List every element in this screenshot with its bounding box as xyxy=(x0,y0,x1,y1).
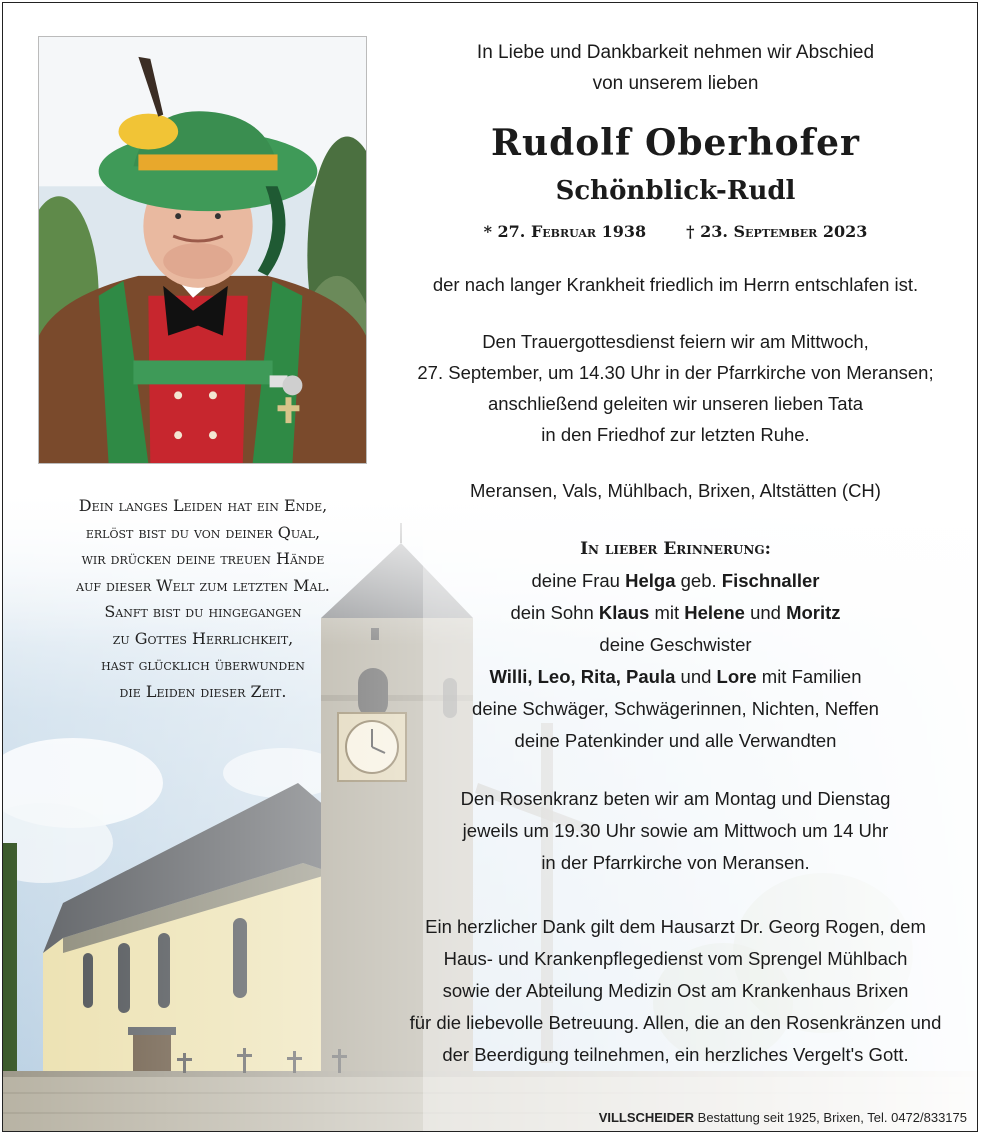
deceased-nickname: Schönblick-Rudl xyxy=(555,176,796,206)
son-and: und xyxy=(750,602,781,623)
rosary-line: Den Rosenkranz beten wir am Montag und Dienstag xyxy=(460,788,891,809)
wife-mid: geb. xyxy=(680,570,717,591)
obituary-notice xyxy=(2,2,978,1132)
son-name: Klaus xyxy=(598,602,650,623)
intro-text xyxy=(383,37,968,99)
thanks-line: sowie der Abteilung Medizin Ost am Krankenhaus Brixen xyxy=(442,980,909,1001)
portrait-photo xyxy=(38,36,367,464)
thanks-line: Haus- und Krankenpflegedienst vom Sprengel Mühlbach xyxy=(443,948,908,969)
mourner-siblings xyxy=(383,661,968,693)
son-mid: mit xyxy=(654,602,680,623)
memorial-poem xyxy=(43,493,363,705)
poem-line: auf dieser Welt zum letzten Mal. xyxy=(76,575,330,595)
siblings-names: Willi, Leo, Rita, Paula xyxy=(489,666,676,687)
mourners-heading: In lieber Erinnerung: xyxy=(580,539,771,559)
mourner-wife xyxy=(383,565,968,597)
grandchild-name: Moritz xyxy=(786,602,841,623)
service-line: anschließend geleiten wir unseren lieben Tata xyxy=(487,393,864,414)
mourner-son xyxy=(383,597,968,629)
siblings-label: deine Geschwister xyxy=(599,634,752,655)
rosary-text xyxy=(383,783,968,879)
mourner-godchildren: deine Patenkinder und alle Verwandten xyxy=(514,730,837,751)
siblings-suffix: mit Familien xyxy=(761,666,862,687)
intro-line-2: von unserem lieben xyxy=(592,73,759,94)
wife-prefix: deine Frau xyxy=(531,570,620,591)
poem-line: die Leiden dieser Zeit. xyxy=(119,681,287,701)
poem-line: erlöst bist du von deiner Qual, xyxy=(85,522,321,542)
poem-line: Sanft bist du hingegangen xyxy=(104,602,302,621)
death-statement: der nach langer Krankheit friedlich im Herrn entschlafen ist. xyxy=(432,274,919,295)
birth-date: * 27. Februar 1938 xyxy=(483,222,647,241)
funeral-home-footer xyxy=(599,1110,967,1125)
thanks-text xyxy=(383,911,968,1071)
funeral-service-text xyxy=(383,326,968,450)
service-line: 27. September, um 14.30 Uhr in der Pfarrkirche von Meransen; xyxy=(417,362,934,383)
mourners-list xyxy=(383,533,968,757)
thanks-line: der Beerdigung teilnehmen, ein herzliches Vergelt's Gott. xyxy=(442,1044,909,1065)
thanks-line: für die liebevolle Betreuung. Allen, die an den Rosenkränzen und xyxy=(409,1012,942,1033)
poem-line: Dein langes Leiden hat ein Ende, xyxy=(78,496,328,515)
poem-line: hast glücklich überwunden xyxy=(101,655,305,674)
service-line: Den Trauergottesdienst feiern wir am Mittwoch, xyxy=(482,331,869,352)
places-line: Meransen, Vals, Mühlbach, Brixen, Altstätten (CH) xyxy=(470,480,881,501)
sibling-last-name: Lore xyxy=(716,666,757,687)
son-partner-name: Helene xyxy=(684,602,745,623)
poem-line: wir drücken deine treuen Hände xyxy=(81,549,325,568)
service-line: in den Friedhof zur letzten Ruhe. xyxy=(541,424,810,445)
wife-maiden-name: Fischnaller xyxy=(721,570,820,591)
intro-line-1: In Liebe und Dankbarkeit nehmen wir Abschied xyxy=(476,42,875,63)
siblings-and: und xyxy=(680,666,712,687)
mourner-inlaws: deine Schwäger, Schwägerinnen, Nichten, Neffen xyxy=(472,698,879,719)
deceased-name: Rudolf Oberhofer xyxy=(491,122,860,164)
rosary-line: jeweils um 19.30 Uhr sowie am Mittwoch um 14 Uhr xyxy=(462,820,889,841)
life-dates xyxy=(383,217,968,247)
rosary-line: in der Pfarrkirche von Meransen. xyxy=(541,852,810,873)
wife-name: Helga xyxy=(625,570,676,591)
thanks-line: Ein herzlicher Dank gilt dem Hausarzt Dr. Georg Rogen, dem xyxy=(425,916,926,937)
poem-line: zu Gottes Herrlichkeit, xyxy=(112,628,294,648)
funeral-home-name: VILLSCHEIDER xyxy=(598,1110,695,1125)
son-prefix: dein Sohn xyxy=(510,602,594,623)
death-date: † 23. September 2023 xyxy=(686,222,868,241)
funeral-home-details: Bestattung seit 1925, Brixen, Tel. 0472/833175 xyxy=(697,1110,967,1125)
